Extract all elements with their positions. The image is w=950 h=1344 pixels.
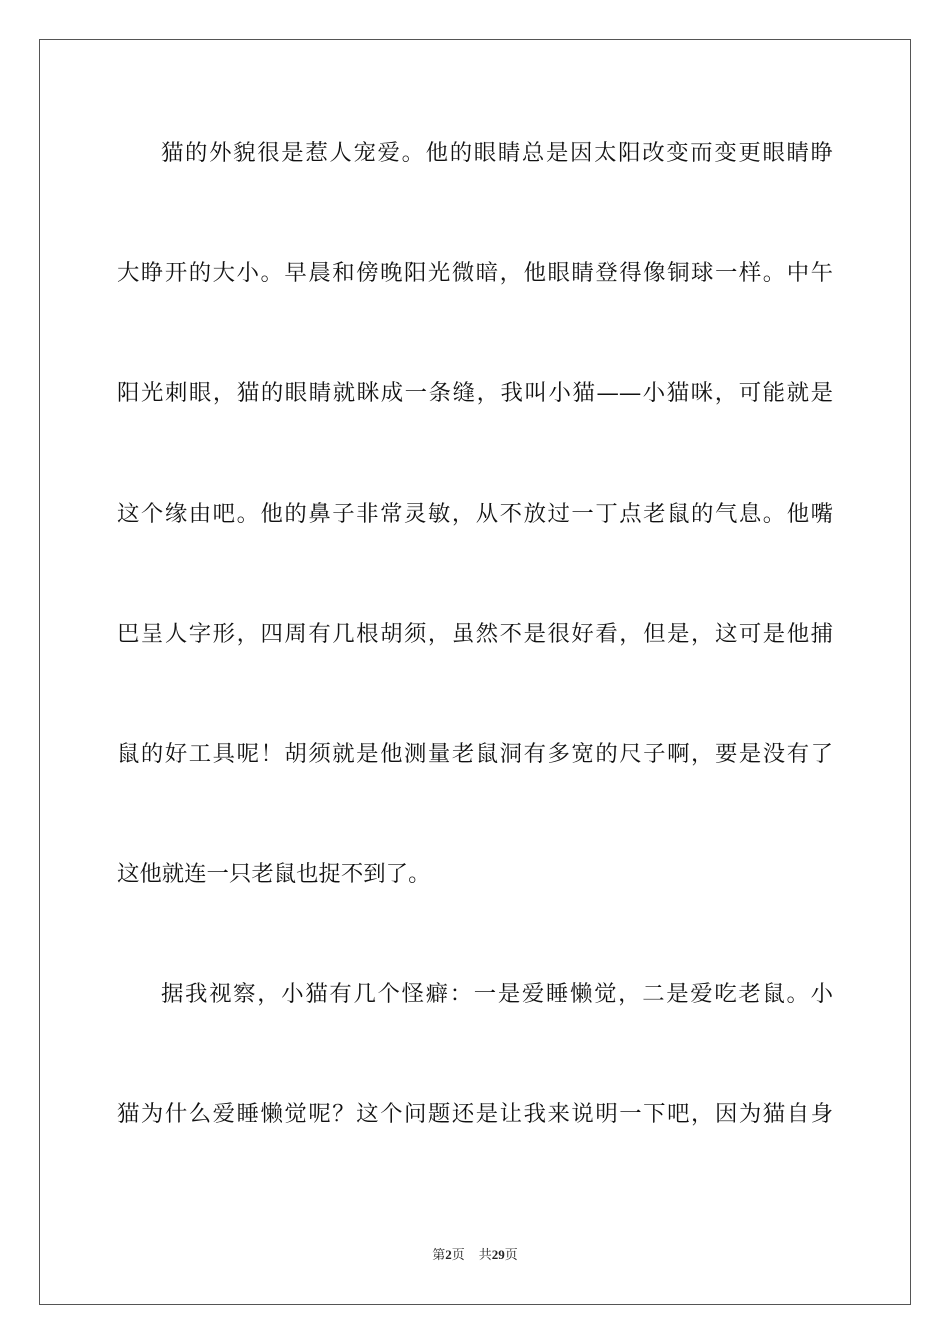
text-line-9: 猫为什么爱睡懒觉呢？这个问题还是让我来说明一下吧，因为猫自身 xyxy=(117,1101,833,1127)
page-total-number: 29 xyxy=(491,1247,505,1262)
text-line-3: 阳光刺眼，猫的眼睛就眯成一条缝，我叫小猫——小猫咪，可能就是 xyxy=(117,380,833,406)
text-line-2: 大睁开的大小。早晨和傍晚阳光微暗，他眼睛登得像铜球一样。中午 xyxy=(117,260,833,286)
page-prefix: 第 xyxy=(432,1248,446,1263)
total-prefix: 共 xyxy=(478,1248,492,1263)
text-line-4: 这个缘由吧。他的鼻子非常灵敏，从不放过一丁点老鼠的气息。他嘴 xyxy=(117,501,833,527)
page-footer xyxy=(0,1246,950,1265)
text-line-6: 鼠的好工具呢！胡须就是他测量老鼠洞有多宽的尺子啊，要是没有了 xyxy=(117,741,833,767)
text-line-1: 猫的外貌很是惹人宠爱。他的眼睛总是因太阳改变而变更眼睛睁 xyxy=(161,140,833,166)
total-unit: 页 xyxy=(504,1248,518,1263)
text-line-8: 据我视察，小猫有几个怪癖：一是爱睡懒觉，二是爱吃老鼠。小 xyxy=(161,981,833,1007)
text-line-5: 巴呈人字形，四周有几根胡须，虽然不是很好看，但是，这可是他捕 xyxy=(117,621,833,647)
page-current-number: 2 xyxy=(445,1247,452,1262)
page-unit: 页 xyxy=(451,1248,465,1263)
text-line-7: 这他就连一只老鼠也捉不到了。 xyxy=(117,861,431,887)
